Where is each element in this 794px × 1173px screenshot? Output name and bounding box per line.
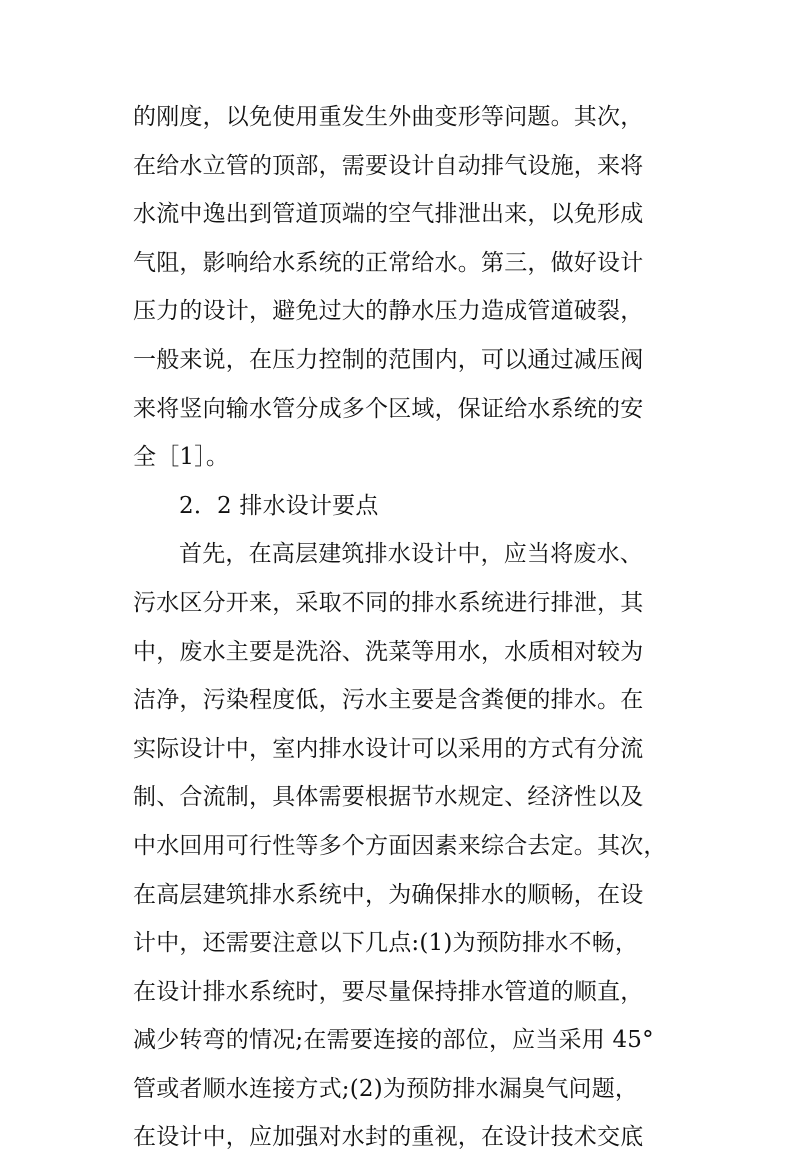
text-line: 气阻，影响给水系统的正常给水。第三，做好设计 [133,249,644,276]
text-line: 在设计排水系统时，要尽量保持排水管道的顺直， [133,978,644,1005]
text-line: 减少转弯的情况;在需要连接的部位，应当采用 45° [133,1027,654,1054]
text-line: 在高层建筑排水系统中，为确保排水的顺畅，在设 [133,881,644,908]
text-line: 首先，在高层建筑排水设计中，应当将废水、 [179,541,643,568]
text-line: 制、合流制，具体需要根据节水规定、经济性以及 [133,784,644,811]
text-line: 在给水立管的顶部，需要设计自动排气设施，来将 [133,152,644,179]
text-line: 污水区分开来，采取不同的排水系统进行排泄，其 [133,589,644,616]
body-text [133,104,673,1173]
text-line: 的刚度，以免使用重发生外曲变形等问题。其次， [133,104,644,130]
text-line: 来将竖向输水管分成多个区域，保证给水系统的安 [133,395,644,422]
text-line: 计中，还需要注意以下几点:(1)为预防排水不畅， [133,930,639,957]
text-line: 实际设计中，室内排水设计可以采用的方式有分流 [133,735,644,762]
text-line: 洁净，污染程度低，污水主要是含粪便的排水。在 [133,687,644,714]
text-line: 全［1］。 [133,444,230,471]
section-heading: 2．2 排水设计要点 [179,492,379,519]
text-line: 压力的设计，避免过大的静水压力造成管道破裂， [133,298,644,325]
text-line: 中水回用可行性等多个方面因素来综合去定。其次， [133,832,667,859]
text-line: 一般来说，在压力控制的范围内，可以通过减压阀 [133,346,644,373]
text-line: 中，废水主要是洗浴、洗菜等用水，水质相对较为 [133,638,644,665]
text-line: 管或者顺水连接方式;(2)为预防排水漏臭气问题， [133,1075,639,1102]
text-line: 水流中逸出到管道顶端的空气排泄出来，以免形成 [133,201,644,228]
text-line: 在设计中，应加强对水封的重视，在设计技术交底 [133,1124,644,1151]
